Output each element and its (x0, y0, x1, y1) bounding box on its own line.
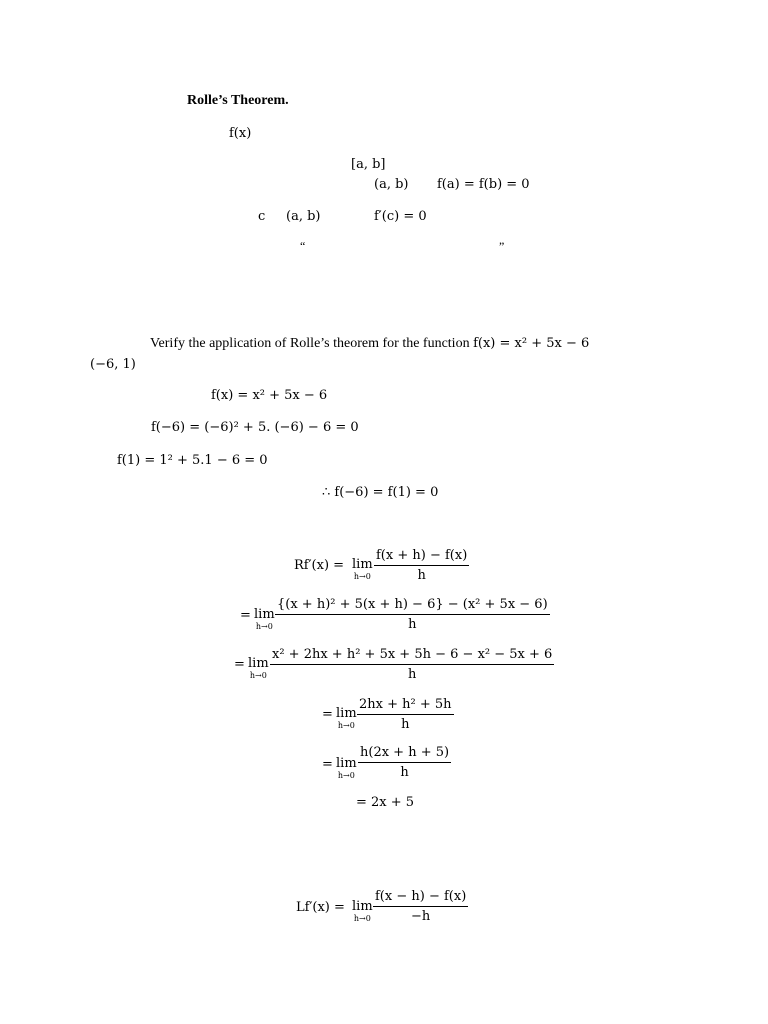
limit-subscript: h→0 (337, 721, 355, 730)
theorem-closed-interval: [a, b] (351, 157, 386, 172)
close-quote: ” (499, 239, 505, 253)
denominator: h (400, 765, 409, 780)
limit-word: lim (352, 899, 373, 914)
limit-2 (254, 608, 275, 631)
example-interval: (−6, 1) (90, 357, 136, 372)
numerator: h(2x + h + 5) (360, 745, 450, 760)
fraction-step-2 (275, 597, 550, 633)
therefore-equal: ∴ f(−6) = f(1) = 0 (322, 485, 439, 500)
limit-subscript: h→0 (255, 622, 273, 631)
limit-word: lim (336, 756, 357, 771)
denominator: h (401, 717, 410, 732)
f-at-minus-6: f(−6) = (−6)² + 5. (−6) − 6 = 0 (151, 420, 359, 435)
equals-sign: = (240, 608, 251, 623)
limit-3 (248, 657, 269, 680)
numerator: 2hx + h² + 5h (359, 697, 452, 712)
limit-subscript: h→0 (353, 572, 371, 581)
theorem-c: c (258, 209, 266, 224)
denominator: h (408, 617, 417, 632)
right-derivative-result: = 2x + 5 (356, 795, 415, 810)
limit-word: lim (352, 557, 373, 572)
denominator: h (407, 667, 417, 682)
equals-sign: = (322, 707, 333, 722)
denominator: h (417, 568, 426, 583)
fraction-step-4 (357, 697, 454, 733)
right-derivative-lhs: Rf′(x) = (294, 558, 345, 573)
theorem-equal-ends: f(a) = f(b) = 0 (437, 177, 530, 192)
fraction-left (373, 889, 468, 925)
limit-word: lim (254, 607, 275, 622)
open-quote: “ (300, 239, 306, 253)
theorem-derivative-zero: f′(c) = 0 (374, 209, 427, 224)
fraction-step-5 (358, 745, 451, 781)
equals-sign: = (234, 657, 245, 672)
numerator: f(x + h) − f(x) (376, 548, 468, 563)
limit-word: lim (248, 656, 269, 671)
denominator: −h (411, 909, 431, 924)
limit-1 (352, 558, 373, 581)
numerator: {(x + h)² + 5(x + h) − 6} − (x² + 5x − 6) (277, 597, 548, 612)
limit-subscript: h→0 (353, 914, 371, 923)
theorem-open-interval: (a, b) (374, 177, 409, 192)
theorem-function: f(x) (229, 126, 252, 141)
section-heading: Rolle’s Theorem. (187, 93, 289, 108)
theorem-open-interval-2: (a, b) (286, 209, 321, 224)
limit-4 (336, 707, 357, 730)
example-statement (150, 336, 589, 352)
numerator: x² + 2hx + h² + 5x + 5h − 6 − x² − 5x + 6 (272, 647, 553, 662)
equals-sign: = (322, 757, 333, 772)
example-statement-text: Verify the application of Rolle’s theorem for the function (150, 336, 470, 351)
limit-word: lim (336, 706, 357, 721)
example-function: f(x) = x² + 5x − 6 (473, 336, 590, 351)
limit-subscript: h→0 (337, 771, 355, 780)
fraction-step-3 (270, 647, 554, 683)
left-derivative-lhs: Lf′(x) = (296, 900, 345, 915)
function-definition: f(x) = x² + 5x − 6 (211, 388, 328, 403)
fraction-step-1 (374, 548, 469, 584)
limit-subscript: h→0 (249, 671, 267, 680)
limit-left (352, 900, 373, 923)
f-at-1: f(1) = 1² + 5.1 − 6 = 0 (117, 453, 268, 468)
numerator: f(x − h) − f(x) (375, 889, 467, 904)
limit-5 (336, 757, 357, 780)
